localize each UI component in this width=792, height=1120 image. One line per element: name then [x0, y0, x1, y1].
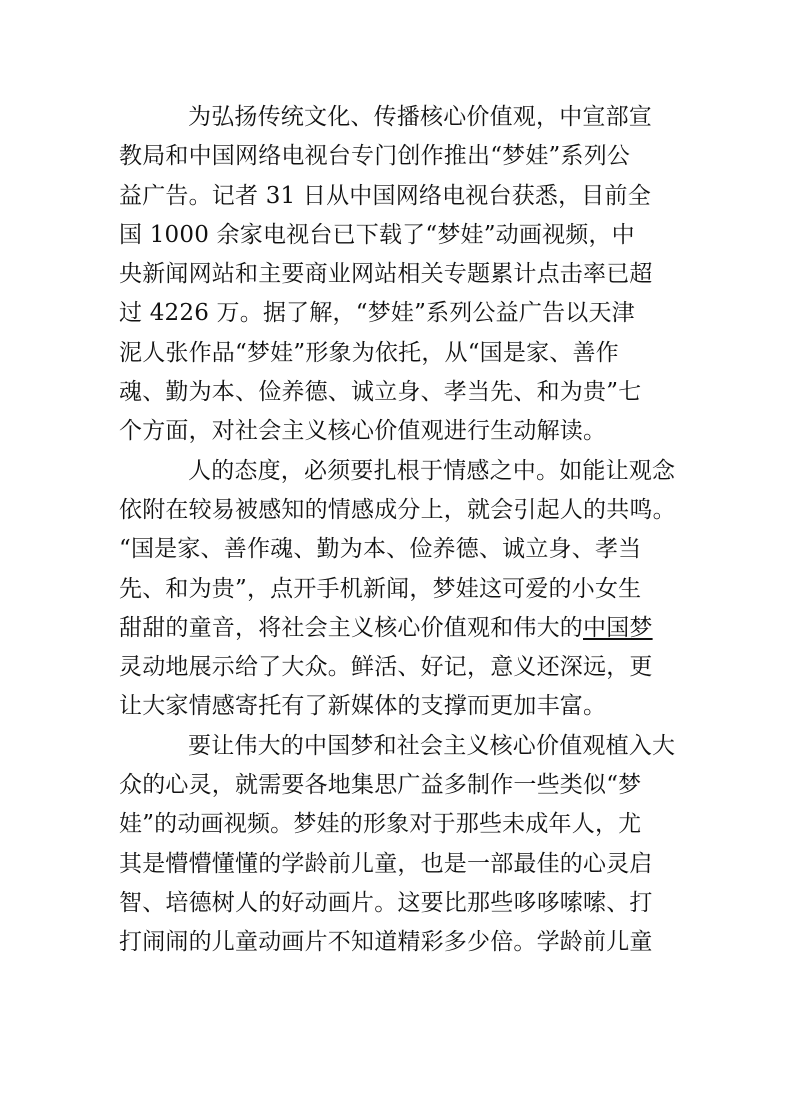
article-body: [119, 98, 679, 963]
text-line: 益广告。记者 31 日从中国网络电视台获悉，目前全: [119, 182, 651, 209]
text-line: 过 4226 万。据了解，“梦娃”系列公益广告以天津: [119, 300, 635, 327]
text-line: 其是懵懵懂懂的学龄前儿童，也是一部最佳的心灵启: [119, 850, 653, 877]
text-line: 灵动地展示给了大众。鲜活、好记，意义还深远，更: [119, 654, 653, 681]
text-line: 让大家情感寄托有了新媒体的支撑而更加丰富。: [119, 693, 607, 720]
text-line: 魂、勤为本、俭养德、诚立身、孝当先、和为贵”七: [119, 379, 642, 406]
text-line: 国 1000 余家电视台已下载了“梦娃”动画视频，中: [119, 221, 635, 248]
text-line: 泥人张作品“梦娃”形象为依托，从“国是家、善作: [119, 339, 619, 366]
china-dream-link[interactable]: 中国梦: [583, 614, 653, 641]
text-line: 娃”的动画视频。梦娃的形象对于那些未成年人，尤: [119, 811, 642, 838]
text-line: 人的态度，必须要扎根于情感之中。如能让观念: [188, 457, 676, 484]
text-line: 要让伟大的中国梦和社会主义核心价值观植入大: [188, 732, 676, 759]
text-line: 众的心灵，就需要各地集思广益多制作一些类似“梦: [119, 772, 642, 799]
text-line: 智、培德树人的好动画片。这要比那些哆哆嗦嗦、打: [119, 889, 653, 916]
text-line: 打闹闹的儿童动画片不知道精彩多少倍。学龄前儿童: [119, 929, 653, 956]
text-line: 央新闻网站和主要商业网站相关专题累计点击率已超: [119, 261, 653, 288]
text-line: 甜甜的童音，将社会主义核心价值观和伟大的 中国梦: [119, 609, 679, 648]
text-line: “国是家、善作魂、勤为本、俭养德、诚立身、孝当: [119, 536, 642, 563]
text-line: 依附在较易被感知的情感成分上，就会引起人的共鸣。: [119, 496, 676, 523]
text-line: 教局和中国网络电视台专门创作推出“梦娃”系列公: [119, 143, 631, 170]
text-line: 先、和为贵”，点开手机新闻，梦娃这可爱的小女生: [119, 575, 642, 602]
text-line: 个方面，对社会主义核心价值观进行生动解读。: [119, 418, 607, 445]
text-line: 为弘扬传统文化、传播核心价值观，中宣部宣: [188, 104, 652, 130]
